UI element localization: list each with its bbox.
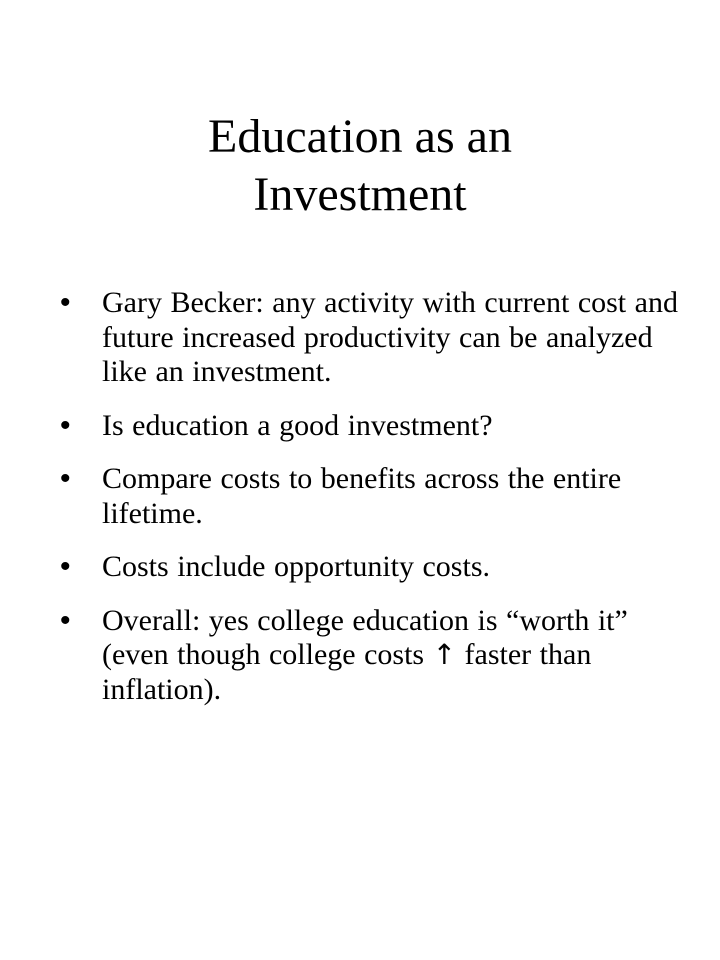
bullet-point-icon: • xyxy=(60,462,71,495)
bullet-point-icon: • xyxy=(60,603,71,637)
bullet-text-after-arrow: faster than inflation). xyxy=(102,638,592,706)
up-arrow-icon: ↑ xyxy=(432,638,457,671)
bullet-point-icon: • xyxy=(60,550,71,583)
bullet-text: Is education a good investment? xyxy=(102,408,493,442)
bullet-text: Gary Becker: any activity with current cost and future increased productivity can be analyzed like an investment. xyxy=(102,286,678,388)
bullet-text-before-arrow: Overall: yes college education is “worth it” (even though college costs xyxy=(102,603,628,671)
title-line-1: Education as an xyxy=(208,110,512,163)
bullet-item-becker xyxy=(60,286,680,390)
bullet-item-compare-costs xyxy=(60,462,680,531)
bullet-list xyxy=(60,286,680,726)
bullet-point-icon: • xyxy=(60,408,71,442)
bullet-item-opportunity-costs xyxy=(60,550,680,585)
bullet-text: Costs include opportunity costs. xyxy=(102,550,490,583)
bullet-point-icon: • xyxy=(60,286,71,319)
slide-title xyxy=(60,108,660,223)
bullet-item-good-investment xyxy=(60,409,680,444)
bullet-item-overall xyxy=(60,604,680,708)
title-line-2: Investment xyxy=(253,167,467,221)
bullet-text: Compare costs to benefits across the entire lifetime. xyxy=(102,462,622,530)
